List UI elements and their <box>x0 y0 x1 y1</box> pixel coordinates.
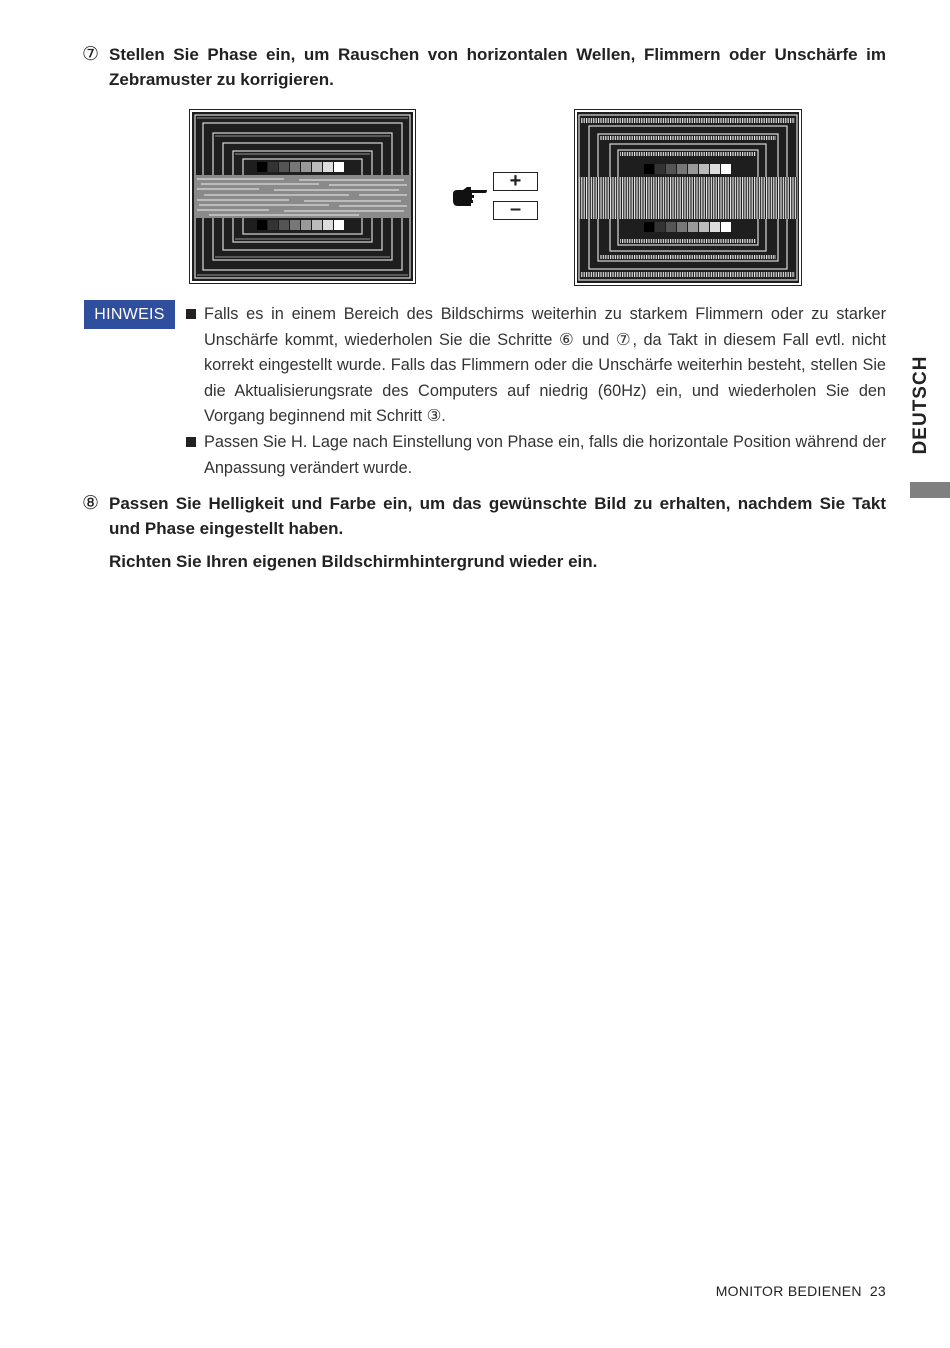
step-number: ⑧ <box>82 493 100 514</box>
note-item <box>186 430 886 481</box>
page-number: 23 <box>869 1283 886 1299</box>
plus-button: + <box>493 172 538 191</box>
step-text: Stellen Sie Phase ein, um Rauschen von horizontalen Wellen, Flimmern oder Unschärfe im Zebramuster zu korrigieren. <box>109 45 886 89</box>
language-tab-bar <box>910 482 950 498</box>
note-badge: HINWEIS <box>84 300 175 329</box>
step-8 <box>82 491 886 574</box>
step-text-secondary: Richten Sie Ihren eigenen Bildschirmhintergrund wieder ein. <box>109 552 598 571</box>
page-footer <box>716 1283 886 1299</box>
step-7 <box>82 42 886 92</box>
note-item-text: Falls es in einem Bereich des Bildschirms weiterhin zu starkem Flimmern oder zu starker Unschärfe kommt, wiederholen Sie die Schritte ⑥ und ⑦, da Takt in diesem Fall evtl. nicht korrekt eingestellt wurde. Falls das Flimmern oder die Unschärfe weiterhin besteht, stellen Sie die Aktualisierungsrate des Computers auf niedrig (60Hz) ein, und wiederholen Sie den Vorgang beginnend mit Schritt ③. <box>204 305 886 426</box>
note-list <box>186 302 886 481</box>
note-item-text: Passen Sie H. Lage nach Einstellung von Phase ein, falls die horizontale Position während der Anpassung verändert wurde. <box>204 432 886 477</box>
note-item <box>186 302 886 430</box>
pointing-hand-icon <box>452 186 488 208</box>
step-number: ⑦ <box>82 44 100 65</box>
bullet-icon <box>186 309 196 319</box>
test-pattern-corrected <box>574 109 802 286</box>
bullet-icon <box>186 437 196 447</box>
minus-button: – <box>493 201 538 220</box>
language-label: DEUTSCH <box>910 355 931 455</box>
test-pattern-noisy <box>189 109 416 284</box>
language-tab <box>906 330 936 480</box>
footer-section: MONITOR BEDIENEN <box>715 1283 862 1299</box>
step-text: Passen Sie Helligkeit und Farbe ein, um das gewünschte Bild zu erhalten, nachdem Sie Takt und Phase eingestellt haben. <box>109 494 886 538</box>
